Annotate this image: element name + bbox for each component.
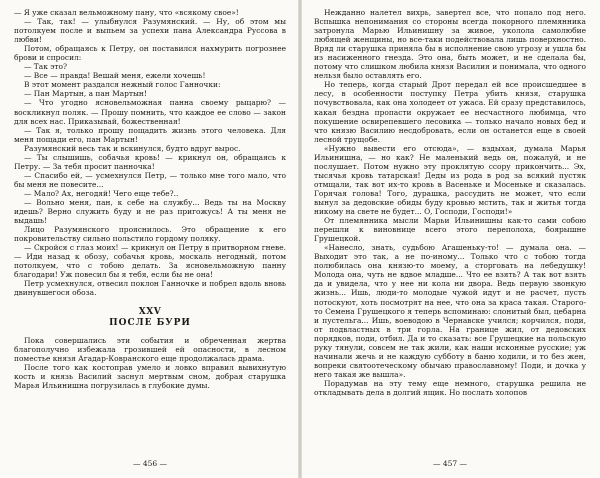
paragraph: — Мало? Ах, негодяй! Чего еще тебе?..	[24, 188, 179, 198]
book-gutter	[298, 0, 302, 478]
left-text-bottom	[14, 336, 286, 390]
left-page	[14, 8, 286, 470]
paragraph: «Нанесло, знать, судьбою Агашеньку-то! — думала она. — Выходит это так, а не по-иному... Только что с тобою тогда полюбилась она князю-то моему, а сторговать на лебедушку! Молода она, чуть не вдвое младше... Что ее взять? А так вот взять да и увидела, что у нее ни кола ни двора. Ведь первую звонкую жизнь... Ишь, люди-то молодые чужой идут и не расчет, пусть потоскуют, хоть посмотрят на нее, что она за краса такая. Старого-то Семена Грушецкого я теперь вспоминаю: слонитый был, цебарна и пустельга... Ишь, воеводою в Чернавске учился; корчился, поди, от подвластных в три горла. На границе жил, от дедовских порядков, поди, отбил. Да и то сказать: все Грушецкие на польскую руку тянули, совсем не так жили, как наши исконные русские; уж начинали жечь и не каждую субботу в баню ходили, и то без жен, вопреки святоотеческому обычаю православному! Поди, и дочка у него такая же вышла».	[314, 243, 586, 379]
paragraph: — Все — правда! Вешай меня, ежели хочешь!	[24, 71, 206, 81]
paragraph: Пока совершались эти события и обреченная жертва благополучно избежала грозившей ей опасности, в лесном поместье князя Агадар-Ковранского еще продолжалась драма.	[14, 335, 286, 363]
paragraph: — Спасибо ей, — усмехнулся Петр, — только мне того мало, что бы меня не повесите...	[14, 170, 286, 189]
paragraph: — Так это?	[24, 62, 67, 72]
paragraph: Лицо Разумянского прояснилось. Это обращение к его покровительству сильно польстило гордому поляку.	[14, 225, 286, 244]
left-page-text	[14, 8, 286, 390]
chapter-number: XXV	[138, 306, 162, 317]
paragraph: Порадумав на эту тему еще немного, старушка решила не откладывать дела в долгий ящик. Но послать холопов	[314, 378, 586, 397]
right-page-text	[314, 8, 586, 397]
paragraph: — Скройся с глаз моих! — крикнул он Петру в притворном гневе. — Иди назад к обозу, собачья кровь, москаль негодный, потом потолкуем, что с тобою делать. За ясновельможную панну благодари! Уж повесил бы я тебя, если бы не она!	[14, 243, 286, 280]
paragraph: — Вольно меня, пан, к себе на службу... Ведь ты на Москву идешь? Верно служить буду и не раз пригожусь! А ты меня не выдашь!	[14, 197, 286, 226]
paragraph: — Так, так! — улыбнулся Разумянский. — Ну, об этом мы потолкуем после и выпьем за успехи пана Александра Руссова в любви!	[14, 17, 286, 45]
paragraph: Потом, обращаясь к Петру, он поставился нахмурить погрознее брови и спросил:	[14, 44, 286, 63]
paragraph: Но теперь, когда старый Дрот передал ей все происшедшее в лесу, в особенности поступку Петра убить князя, старушка почувствовала, как она холодеет от ужаса. Ей сразу представилось, какая бездна пропасти окружает ее несчастного любимца, что покушение освирепевшего лесовика — только начало новых бед и что князю Василию несдобровать, если он останется еще в своей лесной трущобе.	[314, 80, 586, 144]
paragraph: «Нужно вывести его отсюда», — вздыхая, думала Марья Ильинишна, — но как? Не маленький ведь он, пожалуй, и не послушает. Потом нужно эту проклятую ссору прикончить... Эх, тысячья кровь татарская! Деды из рода в род за всякий пустяк отмщали, так вот их-то кровь в Васеньке и Мосеньке и сказалась. Горячая голова! Того, дурашка, рассудить не может, что если вынул за дедовские обиды буду кровью мстить, так и житья тогда никому на свете не будет... О, Господи, Господи!»	[314, 143, 586, 217]
page-number-right: — 457 —	[432, 459, 468, 468]
right-page	[314, 8, 586, 470]
paragraph: — Я уже сказал вельможному пану, что «всякому свое»!	[14, 8, 239, 17]
chapter-title: ПОСЛЕ БУРИ	[109, 317, 191, 328]
paragraph: — Что угодно ясновельможная панна своему рыцарю? — воскликнул поляк. — Прошу помнить, что каждое ее слово — закон для всех нас. Приказывай, божественная!	[14, 98, 286, 126]
paragraph: — Ты слышишь, собачья кровь! — крикнул он, обращаясь к Петру. — За тебя просит панночка!	[14, 152, 286, 171]
left-text-top	[14, 8, 286, 298]
paragraph: Нежданно налетел вихрь, завертел все, что попало под него. Вспышка непонимания со стороны всегда покорного племянника затронула Марью Ильинишну за живое, уколола самолюбие любящей женщины, но все-таки подействовала лишь поверхностно. Вряд ли старушка приняла бы в исполнение свою угрозу и ушла бы из насиженного гнезда. Это она, быть может, и не сделала бы, потому что слишком любила князя Василия и понимала, что одного нельзя было оставлять его.	[314, 8, 586, 81]
paragraph: — Так я, только прошу пощадить жизнь этого человека. Для меня пощади его, пан Мартын!	[14, 125, 286, 144]
paragraph: В этот момент раздался нежный голос Ганночки:	[24, 80, 221, 90]
paragraph: — Пан Мартын, а пан Мартын!	[24, 89, 147, 99]
page-number-left: — 456 —	[132, 459, 168, 468]
paragraph: Разумянский весь так и вскинулся, будто вдруг вырос.	[24, 143, 241, 153]
paragraph: После того как костоправ умело и ловко вправил вывихнутую кость и князь Василий заснул мертвым сном, добрая старушка Марья Ильинишна погрузилась в глубокие думы.	[14, 362, 286, 390]
paragraph: Петр усмехнулся, отвесил поклон Ганночке и побрел вдоль вновь двинувшегося обоза.	[14, 279, 286, 298]
paragraph: От племянника мысли Марьи Ильинишны как-то сами собою перешли к виновнице всего этого переполоха, боярышне Грушецкой.	[314, 216, 586, 244]
